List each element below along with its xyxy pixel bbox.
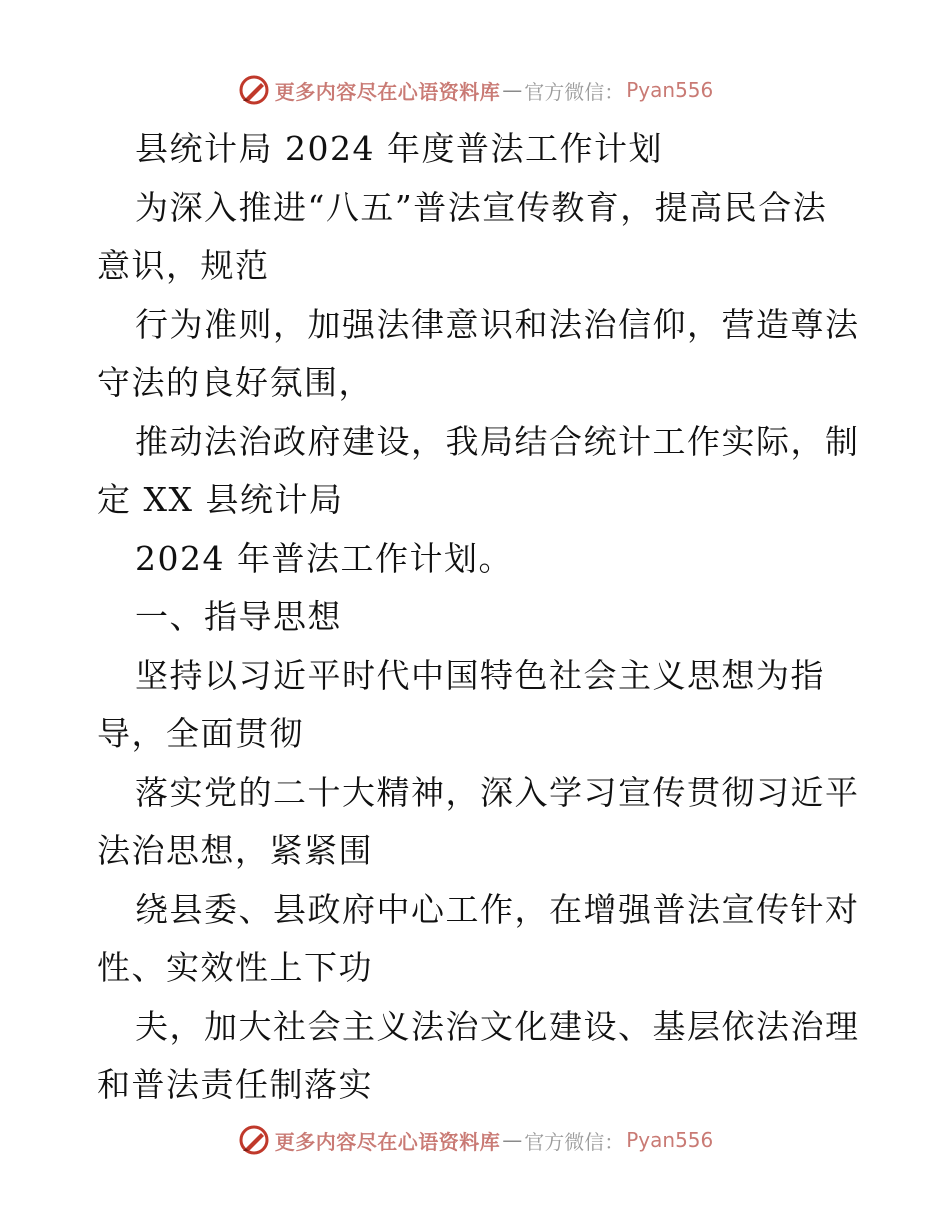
pen-logo-icon — [237, 73, 271, 107]
paragraph-line: 和普法责任制落实 — [97, 1065, 373, 1104]
watermark-wechat-id: Pyan556 — [626, 78, 714, 102]
paragraph-line: 推动法治政府建设，我局结合统计工作实际，制 — [135, 421, 860, 461]
paragraph-line: 行为准则，加强法律意识和法治信仰，营造尊法 — [135, 304, 860, 344]
paragraph-line: 定 XX 县统计局 — [97, 480, 344, 519]
paragraph-line: 为深入推进“八五”普法宣传教育，提高民合法 — [135, 187, 828, 227]
watermark-wechat-id: Pyan556 — [626, 1128, 714, 1152]
document-title: 县统计局 2024 年度普法工作计划 — [135, 129, 663, 168]
paragraph-line: 守法的良好氛围， — [97, 363, 373, 402]
header-watermark — [0, 70, 950, 110]
paragraph-line: 性、实效性上下功 — [97, 948, 373, 987]
paragraph-line: 法治思想，紧紧围 — [97, 831, 373, 870]
section-heading: 一、指导思想 — [135, 597, 342, 636]
pen-logo-icon — [237, 1123, 271, 1157]
paragraph-line: 绕县委、县政府中心工作，在增强普法宣传针对 — [135, 889, 860, 929]
paragraph-line: 导，全面贯彻 — [97, 714, 304, 753]
watermark-separator: — — [502, 78, 523, 102]
footer-watermark — [0, 1120, 950, 1160]
watermark-main-text: 更多内容尽在心语资料库 — [274, 79, 501, 104]
document-body — [97, 120, 860, 1115]
watermark-separator: — — [502, 1128, 523, 1152]
watermark-main-text: 更多内容尽在心语资料库 — [274, 1129, 501, 1154]
paragraph-line: 意识，规范 — [97, 246, 270, 285]
paragraph-line: 落实党的二十大精神，深入学习宣传贯彻习近平 — [135, 772, 860, 812]
paragraph-line: 夫，加大社会主义法治文化建设、基层依法治理 — [135, 1006, 860, 1046]
watermark-sub-text: 官方微信： — [524, 79, 625, 104]
paragraph-line: 坚持以习近平时代中国特色社会主义思想为指 — [135, 655, 825, 695]
watermark-sub-text: 官方微信： — [524, 1129, 625, 1154]
paragraph-line: 2024 年普法工作计划。 — [135, 538, 513, 578]
